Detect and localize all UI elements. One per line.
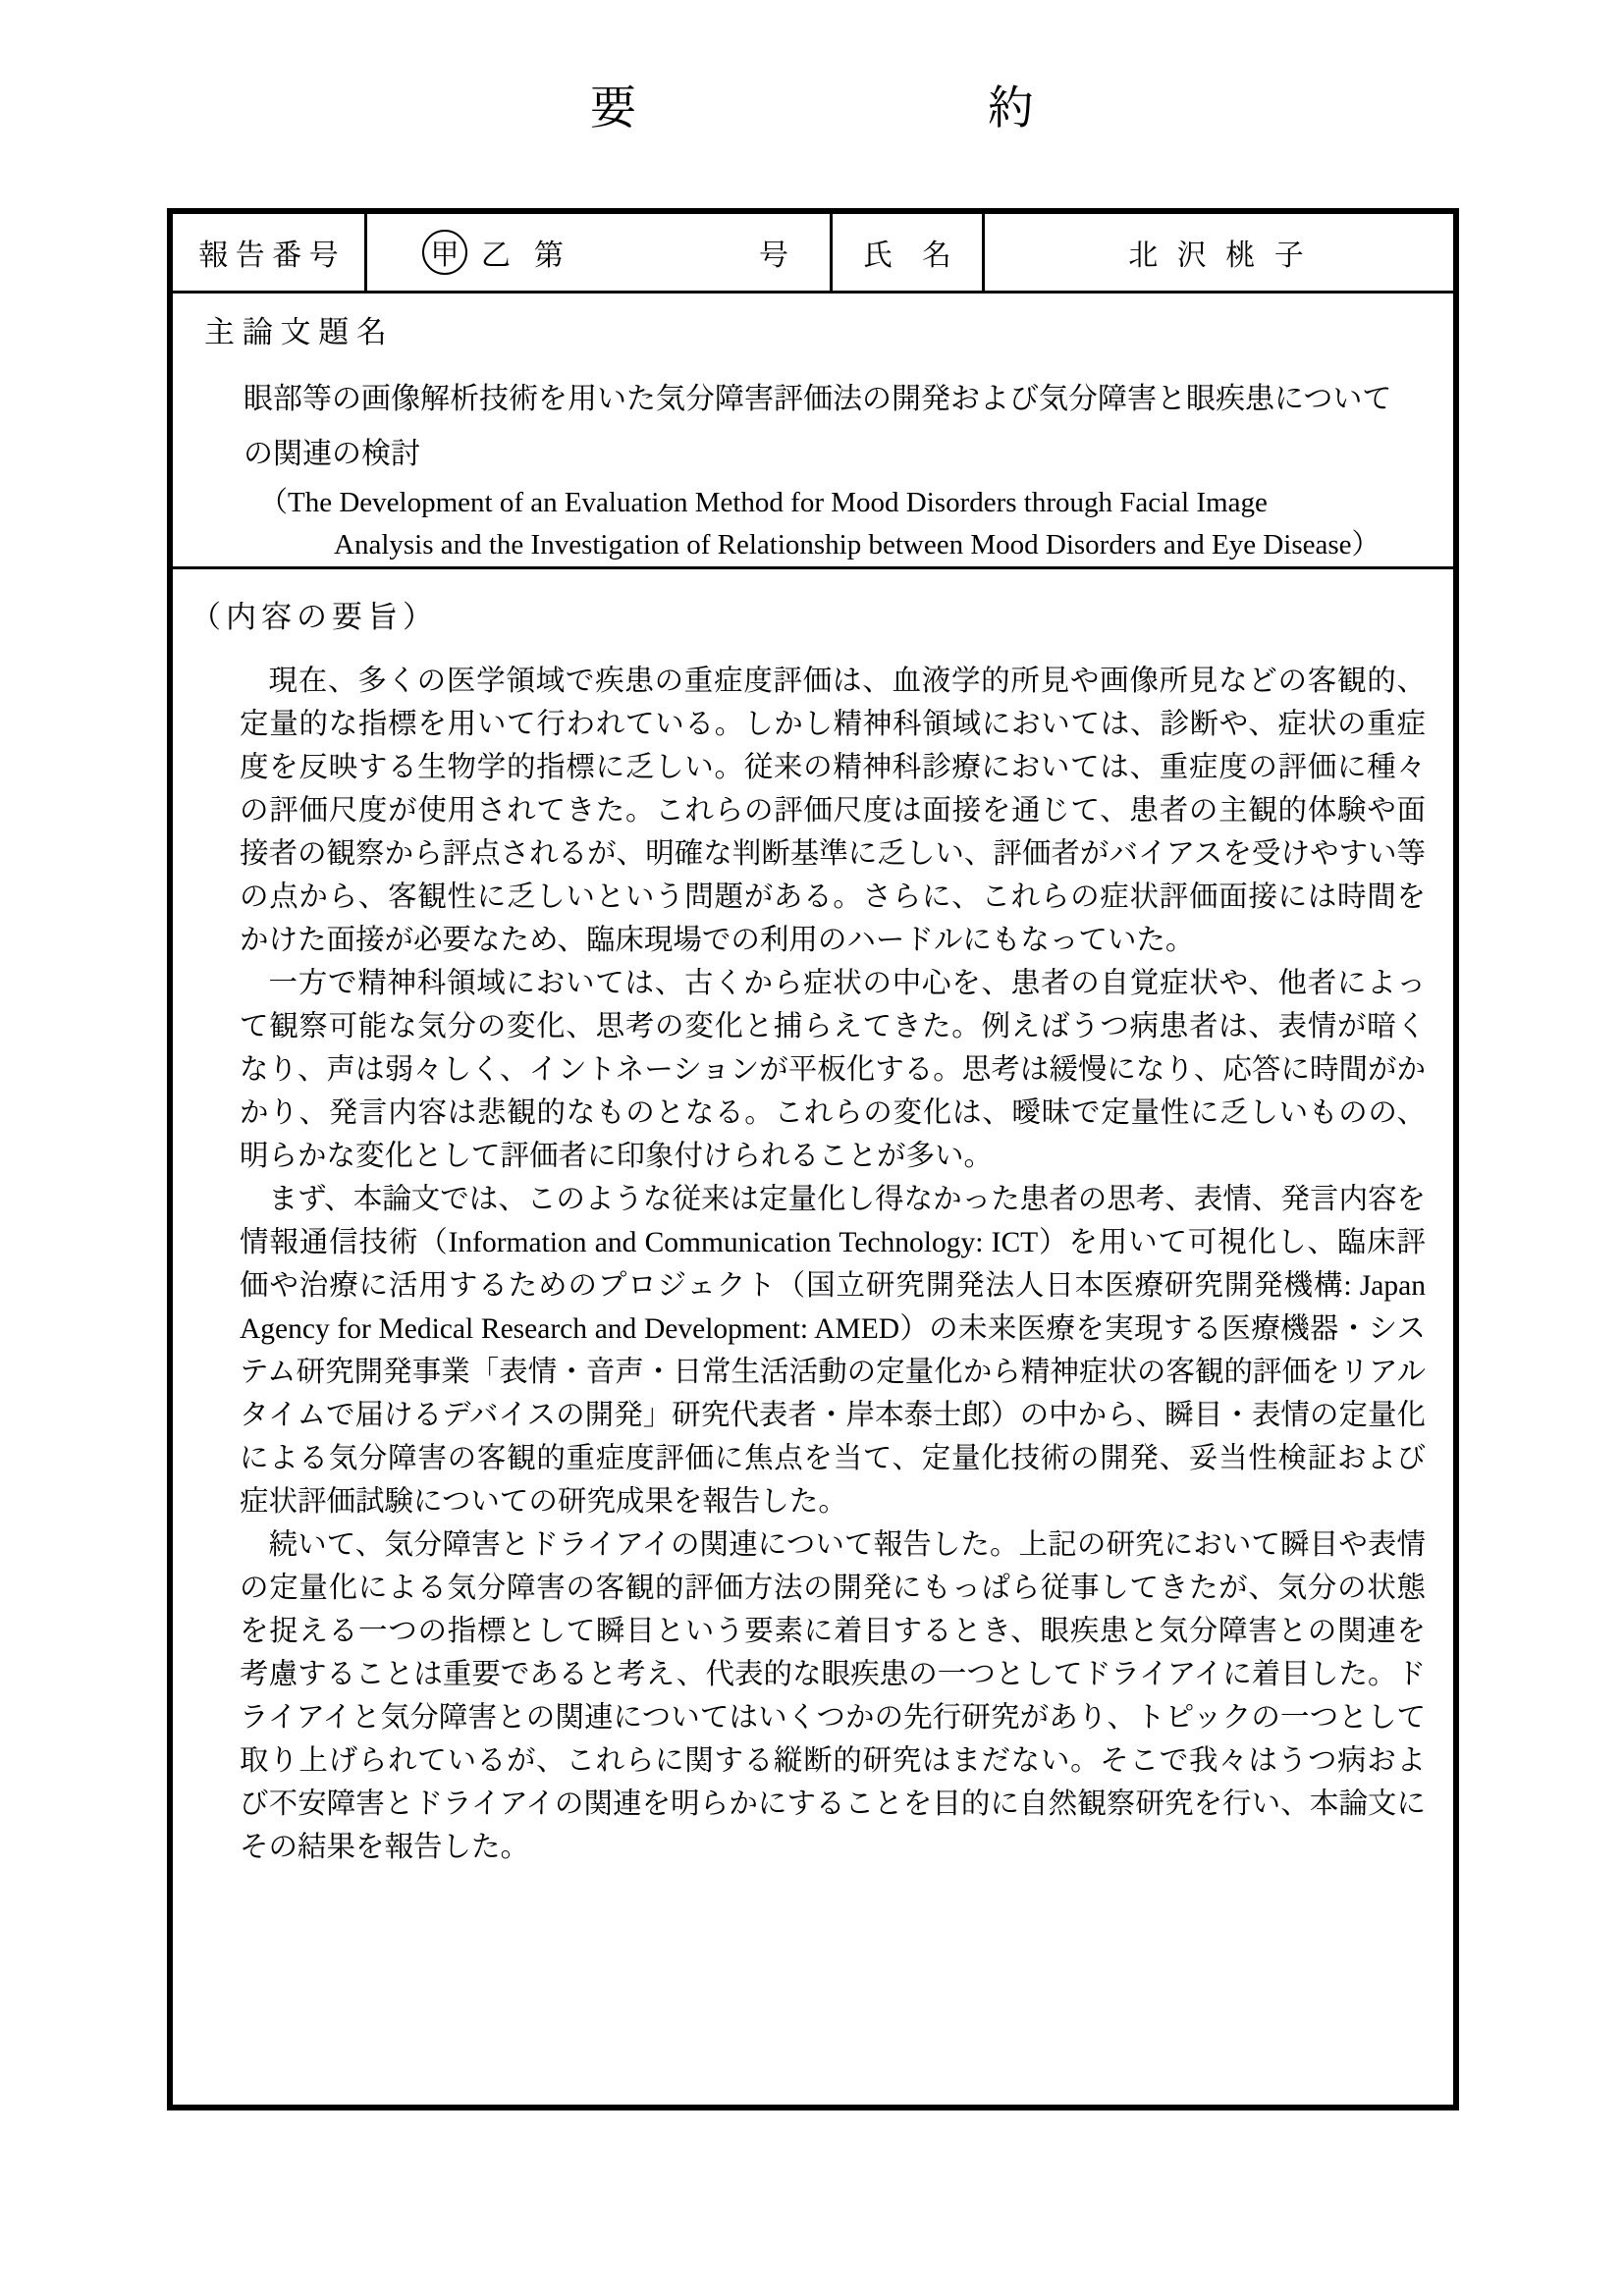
english-title-line1: （The Development of an Evaluation Method for Mood Disorders through Facial Image <box>259 487 1268 518</box>
report-number-cell <box>367 214 833 291</box>
abstract-section <box>173 569 1453 2105</box>
abstract-paragraph: まず、本論文では、このような従来は定量化し得なかった患者の思考、表情、発言内容を情報通信技術（Information and Communication Technology: ICT）を用いて可視化し、臨床評価や治療に活用するためのプロジェクト（国立研究開発法人日本医療研究開発機構: Japan Agency for Medical Research and Development: AMED）の未来医療を実現する医療機器・システム研究開発事業「表情・音声・日常生活活動の定量化から精神症状の客観的評価をリアルタイムで届けるデバイスの開発」研究代表者・岸本泰士郎）の中から、瞬目・表情の定量化による気分障害の客観的重症度評価に焦点を当て、定量化技術の開発、妥当性検証および症状評価試験についての研究成果を報告した。 <box>240 1184 1427 1518</box>
grade-otsu: 乙 <box>481 240 511 272</box>
page-title-char-yaku: 約 <box>988 83 1034 134</box>
main-title-section <box>173 294 1453 569</box>
english-title-line2: Analysis and the Investigation of Relationship between Mood Disorders and Eye Disease） <box>334 529 1380 561</box>
abstract-paragraph: 一方で精神科領域においては、古くから症状の中心を、患者の自覚症状や、他者によって観察可能な気分の変化、思考の変化と捕らえてきた。例えばうつ病患者は、表情が暗くなり、声は弱々しく、イントネーションが平板化する。思考は緩慢になり、応答に時間がかかり、発言内容は悲観的なものとなる。これらの変化は、曖昧で定量性に乏しいものの、明らかな変化として評価者に印象付けられることが多い。 <box>240 968 1426 1172</box>
abstract-section-label: （内容の要旨） <box>190 600 438 634</box>
name-label: 氏 名 <box>833 214 985 291</box>
abstract-paragraph: 現在、多くの医学領域で疾患の重症度評価は、血液学的所見や画像所見などの客観的、定量的な指標を用いて行われている。しかし精神科領域においては、診断や、症状の重症度を反映する生物学的指標に乏しい。従来の精神科診療においては、重症度の評価に種々の評価尺度が使用されてきた。これらの評価尺度は面接を通じて、患者の主観的体験や面接者の観察から評点されるが、明確な判断基準に乏しい、評価者がバイアスを受けやすい等の点から、客観性に乏しいという問題がある。さらに、これらの症状評価面接には時間をかけた面接が必要なため、臨床現場での利用のハードルにもなっていた。 <box>240 666 1426 956</box>
japanese-title-line1: 眼部等の画像解析技術を用いた気分障害評価法の開発および気分障害と眼疾患について <box>244 383 1392 415</box>
japanese-thesis-title <box>204 372 1424 482</box>
report-number-prefix: 第 <box>534 240 564 272</box>
report-number-label: 報 告 番 号 <box>173 214 367 291</box>
page-title-char-you: 要 <box>590 83 636 134</box>
abstract-body <box>190 660 1428 1869</box>
page-title <box>0 84 1624 133</box>
abstract-paragraph: 続いて、気分障害とドライアイの関連について報告した。上記の研究において瞬目や表情の定量化による気分障害の客観的評価方法の開発にもっぱら従事してきたが、気分の状態を捉える一つの指標として瞬目という要素に着目するとき、眼疾患と気分障害との関連を考慮することは重要であると考え、代表的な眼疾患の一つとしてドライアイに着目した。ドライアイと気分障害との関連についてはいくつかの先行研究があり、トピックの一つとして取り上げられているが、これらに関する縦断的研究はまだない。そこで我々はうつ病および不安障害とドライアイの関連を明らかにすることを目的に自然観察研究を行い、本論文にその結果を報告した。 <box>240 1529 1426 1863</box>
japanese-title-line2: の関連の検討 <box>244 438 420 470</box>
abstract-form-table <box>167 208 1459 2110</box>
english-thesis-title <box>204 482 1424 566</box>
grade-kou-circled: 甲 <box>422 230 467 275</box>
main-title-section-label: 主 論 文 題 名 <box>204 315 387 349</box>
report-header-row <box>173 214 1453 294</box>
author-name: 北 沢 桃 子 <box>1128 240 1310 272</box>
report-number-suffix: 号 <box>759 240 788 272</box>
